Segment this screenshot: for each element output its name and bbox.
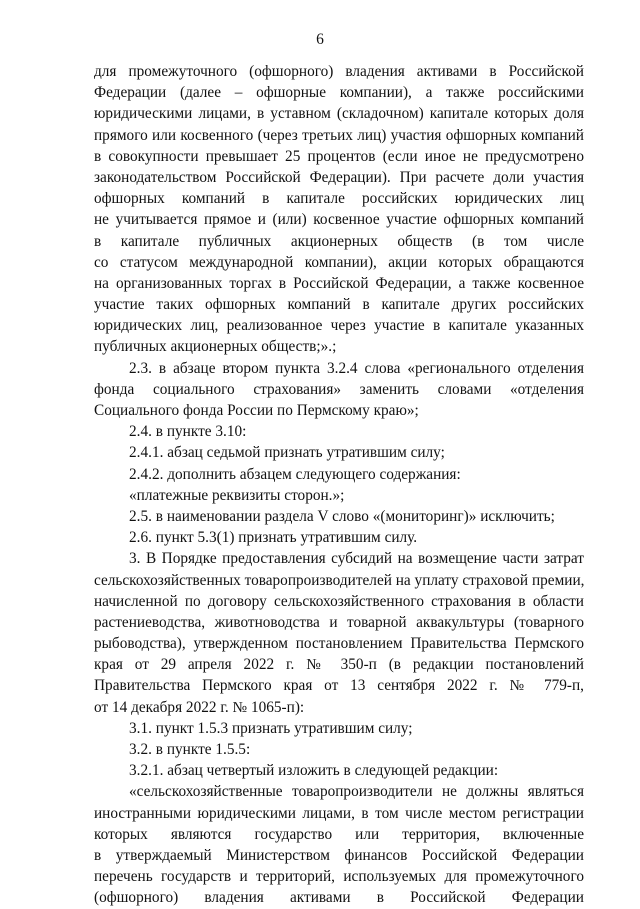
text-line: в совокупности превышает 25 процентов (если иное не предусмотрено xyxy=(94,147,584,165)
text-line: Федерации (далее – офшорные компании), а также российскими xyxy=(94,84,584,102)
text-line: в утверждаемый Министерством финансов Российской Федерации xyxy=(94,846,584,864)
text-line: «платежные реквизиты сторон.»; xyxy=(129,486,345,504)
text-line: растениеводства, животноводства и товарной аквакультуры (товарного xyxy=(94,613,584,631)
text-line: законодательством Российской Федерации). При расчете доли участия xyxy=(94,168,584,186)
text-line: «сельскохозяйственные товаропроизводители не должны являться xyxy=(129,783,584,801)
text-line: юридическими лицами, в уставном (складочном) капитале которых доля xyxy=(94,105,584,123)
text-line: юридических лиц, реализованное через участие в капитале указанных xyxy=(94,317,584,335)
text-line: 2.4. в пункте 3.10: xyxy=(129,423,247,441)
text-line: 3.2. в пункте 1.5.5: xyxy=(129,741,251,758)
text-line: со статусом международной компании), акции которых обращаются xyxy=(94,253,584,271)
text-line: 2.3. в абзаце втором пункта 3.2.4 слова «регионального отделения xyxy=(129,359,584,377)
text-line: 3.1. пункт 1.5.3 признать утратившим силу; xyxy=(129,719,413,737)
text-line: фонда социального страхования» заменить словами «отделения xyxy=(94,380,584,398)
page-number: 6 xyxy=(316,31,324,48)
text-line: публичных акционерных обществ;».; xyxy=(94,338,337,356)
text-line: (офшорного) владения активами в Российской Федерации xyxy=(94,889,584,907)
text-line: Социального фонда России по Пермскому краю»; xyxy=(94,402,419,419)
text-line: 3. В Порядке предоставления субсидий на возмещение части затрат xyxy=(129,550,584,568)
text-line: рыбоводства), утвержденном постановлением Правительства Пермского xyxy=(94,635,584,653)
text-line: 2.4.1. абзац седьмой признать утратившим силу; xyxy=(129,444,445,462)
text-line: сельскохозяйственных товаропроизводителей на уплату страховой премии, xyxy=(94,571,584,589)
text-line: прямого или косвенного (через третьих лиц) участия офшорных компаний xyxy=(94,126,584,144)
text-line: участие таких офшорных компаний в капитале других российских xyxy=(94,296,584,314)
text-line: 2.5. в наименовании раздела V слово «(мониторинг)» исключить; xyxy=(129,507,555,525)
text-line: иностранными юридическими лицами, в том числе местом регистрации xyxy=(94,804,584,822)
text-line: офшорных компаний в капитале российских юридических лиц xyxy=(94,190,584,208)
text-line: 2.6. пункт 5.3(1) признать утратившим силу. xyxy=(129,529,418,547)
document-body xyxy=(94,61,584,909)
text-line: от 14 декабря 2022 г. № 1065-п): xyxy=(94,698,305,716)
text-line: начисленной по договору сельскохозяйственного страхования в области xyxy=(94,592,584,610)
text-line: Правительства Пермского края от 13 сентября 2022 г. № 779-п, xyxy=(94,677,584,695)
text-line: 3.2.1. абзац четвертый изложить в следующей редакции: xyxy=(129,762,499,780)
text-line: не учитывается прямое и (или) косвенное участие офшорных компаний xyxy=(94,211,584,229)
text-line: на организованных торгах в Российской Федерации, а также косвенное xyxy=(94,274,584,292)
text-line: в капитале публичных акционерных обществ (в том числе xyxy=(94,232,584,250)
text-line: края от 29 апреля 2022 г. № 350-п (в редакции постановлений xyxy=(94,656,584,674)
text-line: перечень государств и территорий, используемых для промежуточного xyxy=(94,868,584,886)
text-line: которых являются государство или территория, включенные xyxy=(94,825,584,843)
text-line: для промежуточного (офшорного) владения активами в Российской xyxy=(94,63,584,80)
text-line: 2.4.2. дополнить абзацем следующего содержания: xyxy=(129,465,461,483)
